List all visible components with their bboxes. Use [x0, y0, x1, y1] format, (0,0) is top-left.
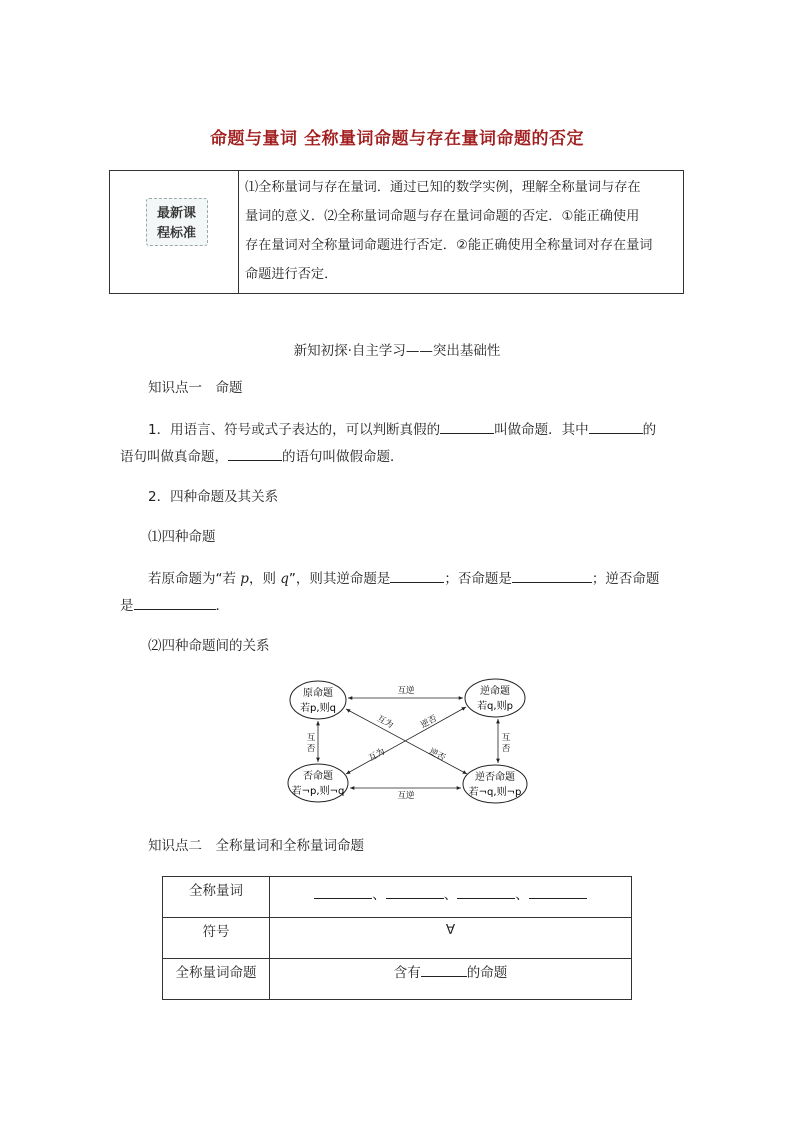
separator: 、 — [372, 887, 386, 903]
standard-line: 量词的意义．⑵全称量词命题与存在量词命题的否定．①能正确使用 — [245, 209, 640, 224]
text: 1．用语言、符号或式子表达的，可以判断真假的 — [148, 422, 441, 438]
edge-right-label-1: 互 — [501, 733, 511, 743]
diag1-label-b: 逆否 — [427, 746, 447, 764]
text: ；逆否命题 — [591, 571, 660, 587]
node-inverse-name: 否命题 — [303, 771, 333, 782]
table-row — [163, 877, 631, 918]
kp1-sub1: ⑴四种命题 — [148, 529, 216, 545]
text: ． — [215, 598, 229, 614]
row-label: 全称量词 — [163, 877, 270, 917]
kp1-sub1-line1 — [148, 568, 659, 589]
edge-top-label: 互逆 — [397, 686, 415, 696]
curriculum-standard-box — [109, 170, 684, 294]
section-heading: 新知初探·自主学习——突出基础性 — [293, 343, 501, 359]
table-row — [163, 959, 631, 999]
fill-blank[interactable] — [529, 884, 587, 899]
text: ；否命题是 — [444, 571, 512, 587]
kp1-item2: 2．四种命题及其关系 — [148, 489, 279, 505]
node-contrapositive-form: 若¬q,则¬p — [468, 787, 522, 798]
fill-blank[interactable] — [386, 884, 444, 899]
four-propositions-diagram — [280, 670, 540, 815]
text: 的语句叫做假命题． — [282, 449, 404, 465]
text: 的 — [642, 422, 657, 438]
standard-label-cell — [110, 171, 239, 293]
kp1-sub1-line2 — [120, 595, 229, 616]
fill-blank[interactable] — [589, 419, 643, 434]
edge-right-label-2: 否 — [501, 744, 511, 754]
text: 若原命题为“若 — [148, 571, 241, 587]
fill-blank[interactable] — [440, 419, 494, 434]
diag1-label-a: 互为 — [375, 713, 395, 731]
var-p: p — [240, 571, 249, 587]
node-converse-name: 逆命题 — [480, 686, 510, 697]
universal-quantifier-table — [162, 876, 632, 1000]
row-label: 全称量词命题 — [163, 959, 270, 999]
row-value — [270, 877, 631, 917]
fill-blank[interactable] — [134, 595, 216, 610]
var-q: q — [280, 571, 289, 587]
text: 叫做命题．其中 — [494, 422, 589, 438]
text: 含有 — [393, 965, 421, 981]
node-original-name: 原命题 — [303, 688, 333, 699]
text: 是 — [120, 598, 134, 614]
fill-blank[interactable] — [228, 446, 282, 461]
text: ”，则其逆命题是 — [288, 571, 391, 587]
fill-blank[interactable] — [421, 962, 467, 977]
node-converse-form: 若q,则p — [477, 701, 513, 712]
separator: 、 — [515, 887, 529, 903]
standard-text — [245, 173, 679, 289]
edge-left-label-1: 互 — [306, 733, 316, 743]
fill-blank[interactable] — [457, 884, 515, 899]
fill-blank[interactable] — [314, 884, 372, 899]
kp1-heading: 知识点一 命题 — [148, 380, 243, 396]
row-label: 符号 — [163, 918, 270, 958]
badge-line-2: 程标准 — [157, 226, 197, 241]
diag2-label-b: 逆否 — [419, 713, 439, 731]
separator: 、 — [443, 887, 458, 903]
text: 语句叫做真命题， — [120, 449, 228, 465]
badge-line-1: 最新课 — [157, 206, 197, 221]
standard-line: 命题进行否定． — [245, 267, 338, 282]
node-inverse-form: 若¬p,则¬q — [291, 786, 345, 797]
row-value — [270, 959, 631, 999]
edge-left-label-2: 否 — [306, 744, 316, 754]
kp1-item1-line2 — [120, 446, 404, 467]
standard-badge — [146, 198, 208, 246]
node-original-form: 若p,则q — [300, 703, 336, 714]
fill-blank[interactable] — [390, 568, 444, 583]
text: ，则 — [248, 571, 281, 587]
kp2-heading: 知识点二 全称量词和全称量词命题 — [148, 838, 364, 854]
row-value: ∀ — [445, 922, 456, 938]
standard-line: ⑴全称量词与存在量词．通过已知的数学实例，理解全称量词与存在 — [245, 180, 641, 195]
kp1-sub2: ⑵四种命题间的关系 — [148, 638, 270, 654]
table-row — [163, 918, 631, 959]
diag2-label-a: 互为 — [367, 746, 387, 764]
kp1-item1-line1 — [148, 419, 656, 440]
page-title: 命题与量词 全称量词命题与存在量词命题的否定 — [210, 129, 584, 149]
edge-bottom-label: 互逆 — [397, 791, 415, 801]
node-contrapositive-name: 逆否命题 — [475, 772, 515, 783]
fill-blank[interactable] — [512, 568, 592, 583]
text: 的命题 — [466, 965, 508, 981]
standard-line: 存在量词对全称量词命题进行否定．②能正确使用全称量词对存在量词 — [245, 238, 653, 253]
